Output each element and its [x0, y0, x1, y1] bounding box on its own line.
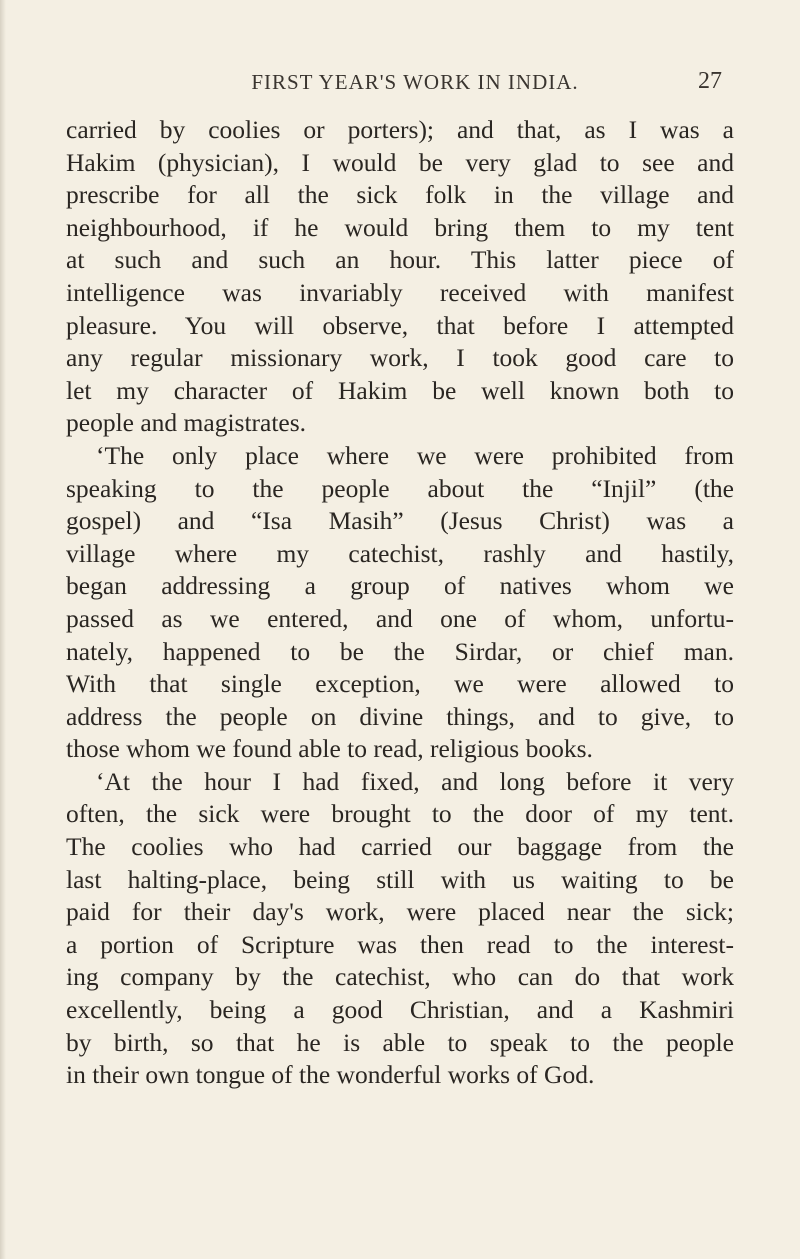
text-line: carried by coolies or porters); and that, as I was a [66, 115, 734, 144]
text-line: those whom we found able to read, religious books. [66, 734, 593, 764]
text-line: people and magistrates. [66, 408, 307, 438]
text-line: ‘At the hour I had fixed, and long before it very [96, 766, 734, 796]
text-line: excellently, being a good Christian, and a Kashmiri [66, 995, 734, 1025]
text-line: at such and such an hour. This latter piece of [66, 245, 734, 275]
text-line: With that single exception, we were allowed to [66, 669, 734, 699]
text-line: neighbourhood, if he would bring them to my tent [66, 212, 734, 242]
text-line: last halting-place, being still with us waiting to be [66, 864, 734, 894]
text-line: by birth, so that he is able to speak to the people [66, 1027, 734, 1057]
text-line: address the people on divine things, and to give, to [66, 701, 734, 731]
text-line: any regular missionary work, I took good care to [66, 343, 734, 373]
page-edge [0, 0, 6, 1259]
text-line: pleasure. You will observe, that before I attempted [66, 310, 734, 340]
body-text [66, 114, 734, 1092]
text-line: gospel) and “Isa Masih” (Jesus Christ) was a [66, 506, 734, 536]
text-line: nately, happened to be the Sirdar, or chief man. [66, 636, 734, 666]
text-line: speaking to the people about the “Injil” (the [66, 473, 734, 503]
text-line: prescribe for all the sick folk in the village and [66, 180, 734, 210]
text-line: intelligence was invariably received with manifest [66, 277, 734, 307]
text-line: The coolies who had carried our baggage from the [66, 832, 734, 862]
text-line: began addressing a group of natives whom we [66, 571, 734, 601]
text-line: passed as we entered, and one of whom, unfortu- [66, 603, 734, 633]
text-line: Hakim (physician), I would be very glad to see and [66, 147, 734, 177]
text-line: often, the sick were brought to the door of my tent. [66, 799, 734, 829]
text-line: ing company by the catechist, who can do that work [66, 962, 734, 992]
page-number: 27 [698, 68, 722, 94]
text-line: ‘The only place where we were prohibited from [96, 440, 734, 470]
text-line: in their own tongue of the wonderful works of God. [66, 1060, 595, 1090]
text-line: a portion of Scripture was then read to the interest- [66, 929, 734, 959]
text-line: paid for their day's work, were placed near the sick; [66, 897, 734, 927]
text-line: let my character of Hakim be well known both to [66, 375, 734, 405]
running-header: FIRST YEAR'S WORK IN INDIA. [251, 70, 579, 94]
text-line: village where my catechist, rashly and hastily, [66, 538, 734, 568]
